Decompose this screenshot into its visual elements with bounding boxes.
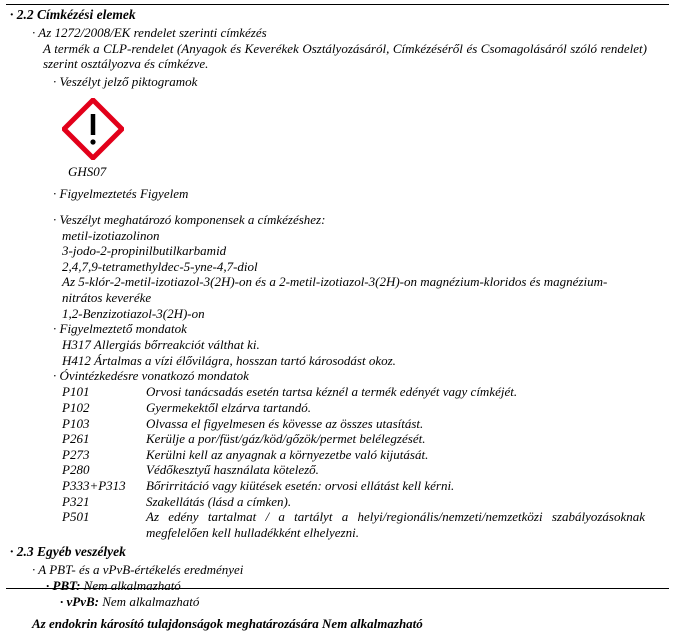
vpvb-label: · vPvB: [60, 594, 99, 610]
precautionary-text: Az edény tartalmat / a tartályt a helyi/regionális/nemzeti/nemzetközi szabályozásoknak megfelelően kell hulladékként elhelyezni. [146, 509, 645, 540]
regulation-bullet: · Az 1272/2008/EK rendelet szerinti címkézés [32, 25, 267, 40]
signal-word-bullet: · Figyelmeztetés Figyelem [53, 185, 189, 201]
precautionary-row [62, 509, 669, 540]
precautionary-text: Szakellátás (lásd a címken). [146, 493, 292, 509]
regulation-paragraph: A termék a CLP-rendelet (Anyagok és Keverékek Osztályozásáról, Címkézéséről és Csomagolásáról szóló rendelet) szerint osztályozva és címkézve. [43, 41, 647, 72]
section-heading-2-2: · 2.2 Címkézési elemek [10, 7, 136, 22]
section-heading-2-3: · 2.3 Egyéb veszélyek [10, 544, 126, 560]
ghs-code-label: GHS07 [68, 163, 107, 179]
component-item: 1,2-Benzizotiazol-3(2H)-on [62, 305, 205, 321]
bottom-divider [6, 588, 669, 589]
precautionary-row [62, 478, 669, 494]
precautionary-text: Bőrirritáció vagy kiütések esetén: orvosi ellátást kell kérni. [146, 477, 455, 493]
precautionary-code: P501 [62, 509, 90, 525]
exclamation-mark-hazard-icon [62, 98, 124, 160]
precautionary-row [62, 494, 669, 510]
pictogram-bullet: · Veszélyt jelző piktogramok [53, 73, 198, 89]
pbt-row [46, 578, 669, 594]
component-item: metil-izotiazolinon [62, 227, 160, 243]
ghs-pictogram-block [62, 98, 669, 180]
components-bullet: · Veszélyt meghatározó komponensek a címkézéshez: [53, 211, 326, 227]
precautionary-code: P321 [62, 493, 90, 509]
pbt-value: Nem alkalmazható [83, 578, 181, 594]
hazard-statement: H412 Ártalmas a vízi élővilágra, hosszan tartó károsodást okoz. [62, 352, 396, 368]
pbt-assessment-bullet: · A PBT- és a vPvB-értékelés eredményei [32, 562, 244, 578]
precautionary-code: P103 [62, 415, 90, 431]
precautionary-code: P273 [62, 446, 90, 462]
pbt-label: · PBT: [46, 578, 81, 594]
precautionary-text: Védőkesztyű használata kötelező. [146, 462, 319, 478]
top-divider [6, 4, 669, 5]
precautionary-code: P101 [62, 384, 90, 400]
precautionary-row [62, 400, 669, 416]
endocrine-properties-text: Az endokrin károsító tulajdonságok meghatározására Nem alkalmazható [32, 616, 423, 632]
precautionary-code: P102 [62, 400, 90, 415]
precautionary-row [62, 384, 669, 400]
component-item: Az 5-klór-2-metil-izotiazol-3(2H)-on és a 2-metil-izotiazol-3(2H)-on magnézium-kloridos és magnézium-nitrátos keveréke [62, 274, 608, 306]
precautionary-text: Kerülje a por/füst/gáz/köd/gőzök/permet belélegzését. [146, 431, 426, 447]
precautionary-code: P333+P313 [62, 477, 126, 493]
precautionary-text: Kerülni kell az anyagnak a környezetbe való kijutását. [146, 446, 429, 462]
vpvb-value: Nem alkalmazható [102, 594, 200, 610]
precautionary-row [62, 416, 669, 432]
hazard-statements-bullet: · Figyelmeztető mondatok [53, 321, 187, 337]
hazard-statement: H317 Allergiás bőrreakciót válthat ki. [62, 337, 260, 353]
component-item: 3-jodo-2-propinilbutilkarbamid [62, 243, 227, 259]
precautionary-row [62, 462, 669, 478]
precautionary-code: P280 [62, 462, 90, 478]
precautionary-code: P261 [62, 431, 90, 447]
precautionary-statements-bullet: · Óvintézkedésre vonatkozó mondatok [53, 368, 249, 384]
precautionary-text: Gyermekektől elzárva tartandó. [146, 400, 311, 415]
precautionary-row [62, 431, 669, 447]
vpvb-row [60, 594, 669, 610]
precautionary-text: Olvassa el figyelmesen és kövesse az összes utasítást. [146, 415, 424, 431]
precautionary-text: Orvosi tanácsadás esetén tartsa kéznél a termék edényét vagy címkéjét. [146, 384, 518, 400]
precautionary-row [62, 447, 669, 463]
component-item: 2,4,7,9-tetramethyldec-5-yne-4,7-diol [62, 258, 258, 274]
